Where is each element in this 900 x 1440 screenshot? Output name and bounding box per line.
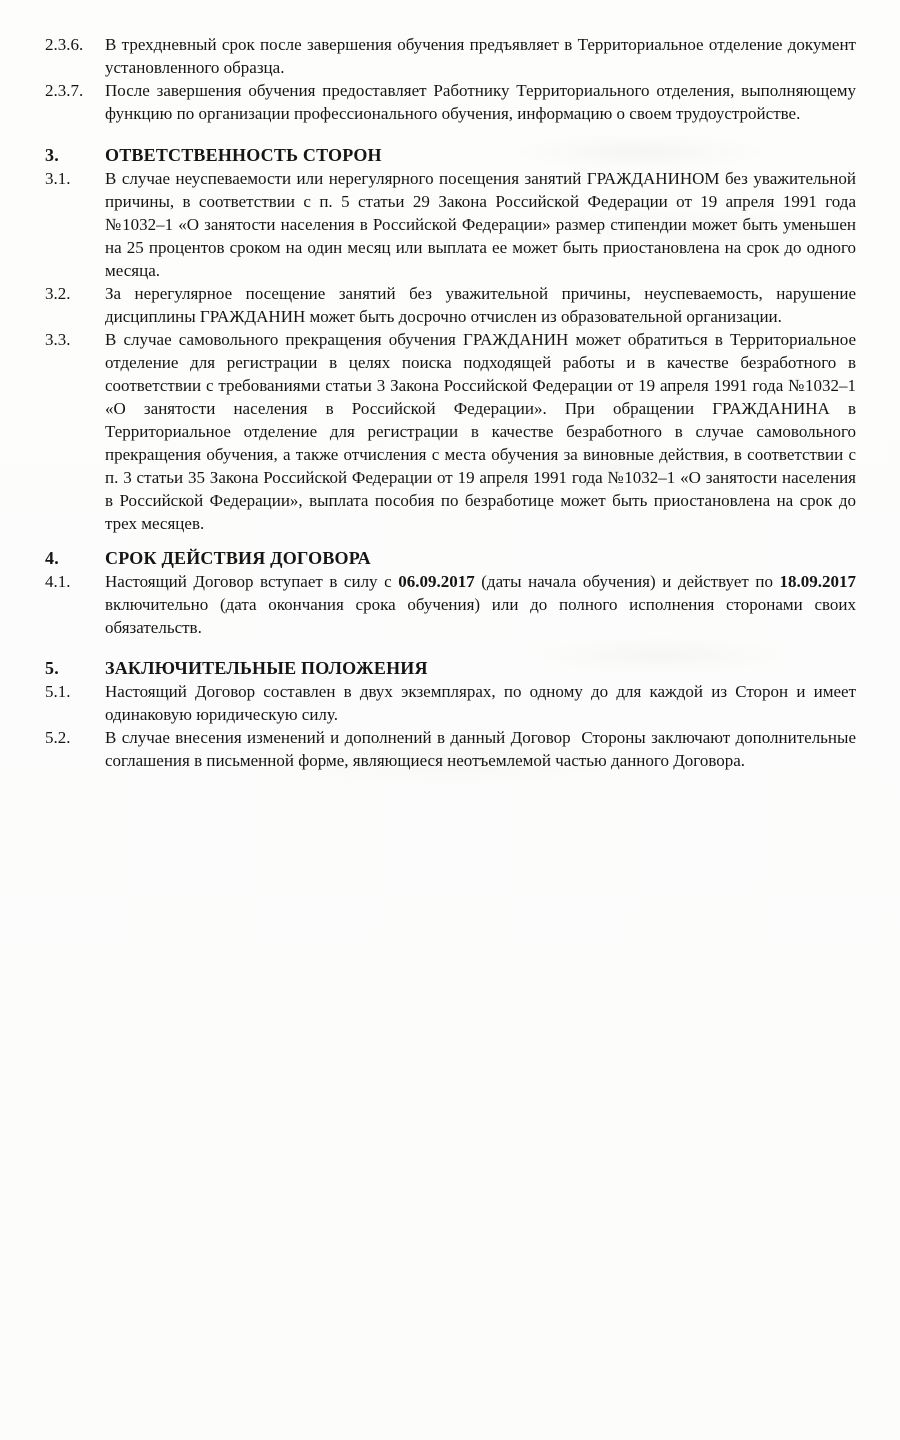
clause-4-1: [45, 570, 856, 639]
clause-number: 3.2.: [45, 284, 71, 303]
section-title: ОТВЕТСТВЕННОСТЬ СТОРОН: [105, 145, 382, 165]
section-title: ЗАКЛЮЧИТЕЛЬНЫЕ ПОЛОЖЕНИЯ: [105, 658, 428, 678]
section-heading-final: [45, 657, 856, 680]
clause-2-3-7: [45, 79, 856, 125]
clause-text: В случае внесения изменений и дополнений в данный Договор Стороны заключают дополнительные соглашения в письменной форме, являющиеся неотъемлемой частью данного Договора.: [105, 728, 856, 770]
clause-text: После завершения обучения предоставляет Работнику Территориального отделения, выполняющему функцию по организации профессионального обучения, информацию о своем трудоустройстве.: [105, 81, 856, 123]
section-heading-term: [45, 547, 856, 570]
start-date: 06.09.2017: [398, 572, 475, 591]
clause-number: 3.1.: [45, 169, 71, 188]
section-number: 3.: [45, 145, 59, 165]
section-heading-responsibility: [45, 144, 856, 167]
clause-number: 4.1.: [45, 572, 71, 591]
clause-text-part: Настоящий Договор вступает в силу с: [105, 572, 399, 591]
clause-text-part: включительно (дата окончания срока обучения) или до полного исполнения сторонами своих обязательств.: [105, 595, 856, 637]
section-number: 5.: [45, 658, 59, 678]
clause-text: В случае самовольного прекращения обучения ГРАЖДАНИН может обратиться в Территориальное отделение для регистрации в целях поиска подходящей работы и в качестве безработного в соответствии с требованиями статьи 3 Закона Российской Федерации от 19 апреля 1991 года №1032–1 «О занятости населения в Российской Федерации». При обращении ГРАЖДАНИНА в Территориальное отделение для регистрации в качестве безработного в случае самовольного прекращения обучения, а также отчисления с места обучения за виновные действия, в соответствии с п. 3 статьи 35 Закона Российской Федерации от 19 апреля 1991 года №1032–1 «О занятости населения в Российской Федерации», выплата пособия по безработице может быть приостановлена на срок до трех месяцев.: [105, 330, 856, 533]
clause-3-2: [45, 282, 856, 328]
end-date: 18.09.2017: [779, 572, 857, 591]
clause-text: [105, 570, 856, 639]
clause-text-part: (даты начала обучения) и действует по: [474, 572, 780, 591]
section-title: СРОК ДЕЙСТВИЯ ДОГОВОРА: [105, 548, 371, 568]
clause-number: 5.1.: [45, 682, 71, 701]
clause-text: В трехдневный срок после завершения обучения предъявляет в Территориальное отделение документ установленного образца.: [105, 35, 856, 77]
clause-2-3-6: [45, 33, 856, 79]
clause-number: 2.3.6.: [45, 35, 84, 54]
clause-3-1: [45, 167, 856, 282]
clause-number: 2.3.7.: [45, 81, 84, 100]
section-number: 4.: [45, 548, 59, 568]
clause-number: 3.3.: [45, 330, 71, 349]
clause-text: В случае неуспеваемости или нерегулярного посещения занятий ГРАЖДАНИНОМ без уважительной причины, в соответствии с п. 5 статьи 29 Закона Российской Федерации от 19 апреля 1991 года №1032–1 «О занятости населения в Российской Федерации» размер стипендии может быть уменьшен на 25 процентов сроком на один месяц или выплата ее может быть приостановлена на срок до одного месяца.: [105, 169, 856, 280]
clause-text: За нерегулярное посещение занятий без уважительной причины, неуспеваемость, нарушение дисциплины ГРАЖДАНИН может быть досрочно отчислен из образовательной организации.: [105, 284, 856, 326]
clause-5-2: [45, 726, 856, 772]
clause-number: 5.2.: [45, 728, 71, 747]
clause-3-3: [45, 328, 856, 535]
clause-text: Настоящий Договор составлен в двух экземплярах, по одному до для каждой из Сторон и имеет одинаковую юридическую силу.: [105, 682, 856, 724]
clause-5-1: [45, 680, 856, 726]
